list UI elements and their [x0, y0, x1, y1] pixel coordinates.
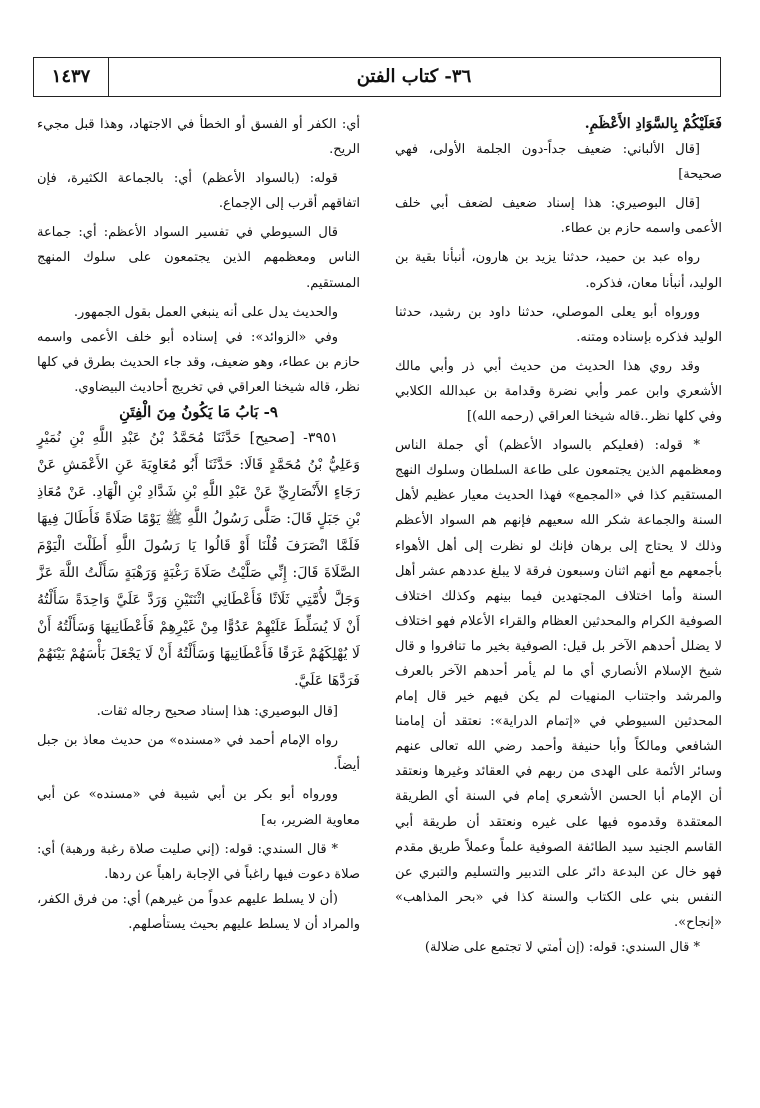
hadith-ending: فَعَلَيْكُمْ بِالسَّوَادِ الأَعْظَمِ.	[584, 116, 722, 132]
suyuti-tafsir: قال السيوطي في تفسير السواد الأعظم: أي: جماعة الناس ومعظمهم الذين يجتمعون على سلوك المنهج المستقيم.	[37, 225, 360, 291]
commentary-sawad-meaning: قوله: (بالسواد الأعظم) أي: بالجماعة الكثيرة، فإن اتفاقهم أقرب إلى الإجماع.	[37, 171, 360, 212]
sindi-commentary-2: (أن لا يسلط عليهم عدواً من غيرهم) أي: من فرق الكفر، والمراد أن لا يسلط عليهم بحيث يستأصلهم.	[37, 891, 360, 932]
commentary-sawad: * قوله: (فعليكم بالسواد الأعظم) أي جملة الناس ومعظمهم الذين يجتمعون على طاعة السلطان وسلوك النهج المستقيم كذا في «المجمع» فهذا الحديث معيار عظيم لأهل السنة والجماعة شكر الله سعيهم فإنهم هم السواد الأعظم وذلك لا يحتاج إلى برهان فإنك لو نظرت إلى أهل الأهواء بأجمعهم مع أنهم اثنان وسبعون فرقة لا يبلغ عددهم عشر أهل السنة وأما اختلاف المجتهدين فيما بينهم وكذلك اختلاف الصوفية الكرام والمحدثين العظام والقراء الأعلام فهو اختلاف لا يضلل أحدهم الآخر بل قيل: الصوفية بخير ما تنافروا و قال شيخ الإسلام الأنصاري أي ما لم يأمر أحدهم الآخر بالعرف والمرشد واجتناب المنهيات لم يكن فيهم خير قال إمام المحدثين السيوطي في «إتمام الدراية»: نعتقد أن إمامنا الشافعي ومالكاً وأبا حنيفة وأحمد رضي الله تعالى عنهم وسائر الأئمة على الهدى من ربهم في العقائد وغيرها ونعتقد أن الإمام أبا الحسن الأشعري إمام في السنة أي الطريقة المعتقدة وقدموه فيها على غيره ونعتقد أن طريقة أبي القاسم الجنيد سيد الطائفة الصوفية علماً وعملاً طريق مقدم فهو خال عن البدعة دائر على التدبير والتسليم والتبري عن النفس بني على الكتاب والسنة كذا في «بحر المذاهب» «إنجاح».	[395, 438, 722, 930]
busiri-grading: [قال البوصيري: هذا إسناد صحيح رجاله ثقات.	[96, 704, 338, 720]
sindi-note: * قال السندي: قوله: (إن أمتي لا تجتمع على ضلالة)	[424, 940, 700, 955]
narration-abu-yala: وورواه أبو يعلى الموصلي، حدثنا داود بن رشيد، حدثنا الوليد فذكره بإسناده ومتنه.	[395, 304, 722, 345]
sindi-commentary: * قال السندي: قوله: (إني صليت صلاة رغبة ورهبة) أي: صلاة دعوت فيها راغباً في الإجابة راهباً عن ردها.	[37, 841, 360, 882]
zawaid-note: وفي «الزوائد»: في إسناده أبو خلف الأعمى واسمه حازم بن عطاء، وهو ضعيف، وقد جاء الحديث بطرق في كلها نظر، قاله شيخنا العراقي في تخريج أحاديث البيضاوي.	[37, 329, 360, 395]
busiri-note: [قال البوصيري: هذا إسناد ضعيف لضعف أبي خلف الأعمى واسمه حازم بن عطاء.	[395, 196, 722, 237]
page-number: ١٤٣٧	[34, 58, 109, 96]
commentary-continued: أي: الكفر أو الفسق أو الخطأ في الاجتهاد، وهذا قبل مجيء الريح.	[37, 117, 360, 158]
right-column	[395, 112, 722, 960]
chapter-heading: ٩- بَابُ مَا يَكُونُ مِنَ الْفِتَنِ	[119, 403, 278, 422]
albani-grading: [قال الألباني: ضعيف جداً-دون الجلمة الأولى، فهي صحيحة]	[395, 142, 722, 183]
hadith-3951: ٣٩٥١- [صحيح] حَدَّثَنَا مُحَمَّدُ بْنُ عَبْدِ اللَّهِ بْنِ نُمَيْرٍ وَعَلِيُّ بْنُ مُحَمَّدٍ قَالَا: حَدَّثَنَا أَبُو مُعَاوِيَةَ عَنِ الأَعْمَشِ عَنْ رَجَاءٍ الأَنْصَارِيِّ عَنْ عَبْدِ اللَّهِ بْنِ شَدَّادِ بْنِ الْهَادِ. عَنْ مُعَاذِ بْنِ جَبَلٍ قَالَ: صَلَّى رَسُولُ اللَّهِ ﷺ يَوْمًا صَلَاةً فَأَطَالَ فِيهَا فَلَمَّا انْصَرَفَ قُلْنَا أَوْ قَالُوا يَا رَسُولَ اللَّهِ أَطَلْتَ الْيَوْمَ الصَّلَاةَ قَالَ: إِنِّي صَلَّيْتُ صَلَاةَ رَغْبَةٍ وَرَهْبَةٍ سَأَلْتُ اللَّهَ عَزَّ وَجَلَّ لأُمَّتِي ثَلَاثًا فَأَعْطَانِي اثْنَتَيْنِ وَرَدَّ عَلَيَّ وَاحِدَةً سَأَلْتُهُ أَنْ لَا يُسَلِّطَ عَلَيْهِمْ عَدُوًّا مِنْ غَيْرِهِمْ فَأَعْطَانِيهَا وَسَأَلْتُهُ أَنْ لَا يُهْلِكَهُمْ غَرَقًا فَأَعْطَانِيهَا وَسَأَلْتُهُ أَنْ لَا يَجْعَلَ بَأْسَهُمْ بَيْنَهُمْ فَرَدَّهَا عَلَيَّ.	[37, 430, 360, 690]
chapter-title: ٣٦- كتاب الفتن	[356, 66, 472, 87]
abu-bakr-narration: وورواه أبو بكر بن أبي شيبة في «مسنده» عن أبي معاوية الضرير، به]	[37, 787, 360, 828]
other-narrations: وقد روي هذا الحديث من حديث أبي ذر وأبي مالك الأشعري وابن عمر وأبي نضرة وقدامة بن عبدالله الكلابي وفي كلها نظر..قاله شيخنا العراقي (رحمه الله)]	[395, 358, 722, 425]
left-column	[37, 112, 360, 937]
page-header	[33, 57, 721, 97]
jumhur-note: والحديث يدل على أنه ينبغي العمل بقول الجمهور.	[73, 304, 338, 320]
narration-abd: رواه عبد بن حميد، حدثنا يزيد بن هارون، أنبأنا بقية بن الوليد، أنبأنا معان، فذكره.	[395, 250, 722, 291]
ahmad-narration: رواه الإمام أحمد في «مسنده» من حديث معاذ بن جبل أيضاً.	[37, 733, 360, 774]
